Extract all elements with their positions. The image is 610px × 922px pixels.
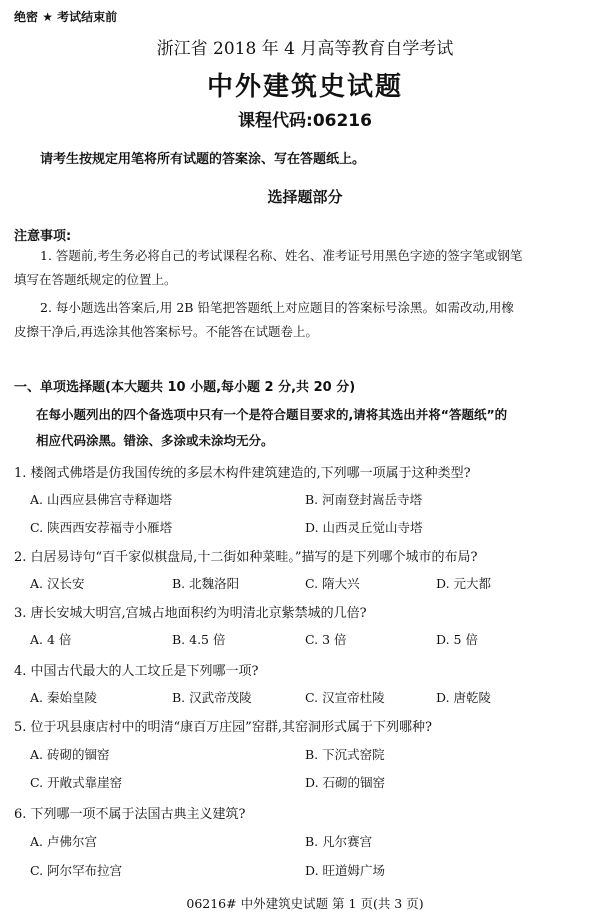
q2-option-b: B. 北魏洛阳	[172, 576, 240, 591]
q3-option-b: B. 4.5 倍	[172, 632, 226, 647]
q3-option-c: C. 3 倍	[305, 632, 347, 647]
question-1: 1. 楼阁式佛塔是仿我国传统的多层木构件建筑建造的,下列哪一项属于这种类型?	[14, 466, 471, 481]
q1-option-b: B. 河南登封嵩岳寺塔	[305, 492, 423, 507]
q3-option-d: D. 5 倍	[436, 632, 478, 647]
note-2-line2: 皮擦干净后,再选涂其他答案标号。不能答在试题卷上。	[14, 324, 318, 339]
q5-option-c: C. 开敞式靠崖窑	[30, 775, 123, 790]
question-5: 5. 位于巩县康店村中的明清“康百万庄园”窑群,其窑洞形式属于下列哪种?	[14, 720, 432, 735]
note-1-line2: 填写在答题纸规定的位置上。	[14, 272, 177, 287]
q6-option-d: D. 旺道姆广场	[305, 863, 386, 878]
note-1-line1: 1. 答题前,考生务必将自己的考试课程名称、姓名、准考证号用黑色字迹的签字笔或钢笔	[40, 248, 523, 263]
q4-option-c: C. 汉宣帝杜陵	[305, 690, 385, 705]
question-4: 4. 中国古代最大的人工坟丘是下列哪一项?	[14, 664, 259, 679]
q5-option-b: B. 下沉式窑院	[305, 747, 385, 762]
question-3: 3. 唐长安城大明宫,宫城占地面积约为明清北京紫禁城的几倍?	[14, 606, 367, 621]
note-2-line1: 2. 每小题选出答案后,用 2B 铅笔把答题纸上对应题目的答案标号涂黑。如需改动,用橡	[40, 300, 514, 315]
confidential-label	[14, 8, 117, 25]
q4-option-b: B. 汉武帝茂陵	[172, 690, 252, 705]
secret-text: 考试结束前	[57, 10, 118, 24]
subject-title: 中外建筑史试题	[206, 72, 403, 102]
q4-option-d: D. 唐乾陵	[436, 690, 492, 705]
question-2: 2. 白居易诗句“百千家似棋盘局,十二街如种菜畦。”描写的是下列哪个城市的布局?	[14, 550, 478, 565]
q1-option-c: C. 陕西西安荐福寺小雁塔	[30, 520, 173, 535]
secret-label: 绝密	[14, 10, 39, 24]
course-code: 课程代码:06216	[238, 111, 372, 131]
star-icon: ★	[42, 10, 53, 24]
note-item-2	[14, 296, 596, 344]
q5-option-d: D. 石砌的锢窑	[305, 775, 386, 790]
q4-option-a: A. 秦始皇陵	[30, 690, 97, 705]
exam-title: 浙江省 2018 年 4 月高等教育自学考试	[156, 39, 454, 59]
page-footer: 06216# 中外建筑史试题 第 1 页(共 3 页)	[186, 896, 424, 911]
q3-option-a: A. 4 倍	[30, 632, 72, 647]
q2-option-a: A. 汉长安	[30, 576, 85, 591]
q6-option-a: A. 卢佛尔宫	[30, 834, 97, 849]
q6-option-c: C. 阿尔罕布拉宫	[30, 863, 123, 878]
q2-option-c: C. 隋大兴	[305, 576, 360, 591]
note-item-1	[14, 244, 596, 292]
top-instruction: 请考生按规定用笔将所有试题的答案涂、写在答题纸上。	[40, 152, 366, 167]
q1-option-d: D. 山西灵丘觉山寺塔	[305, 520, 423, 535]
section-title: 选择题部分	[267, 188, 343, 206]
question-6: 6. 下列哪一项不属于法国古典主义建筑?	[14, 807, 246, 822]
part-one-desc-line1: 在每小题列出的四个备选项中只有一个是符合题目要求的,请将其选出并将“答题纸”的	[36, 407, 508, 422]
notes-heading: 注意事项:	[14, 229, 72, 244]
part-one-desc-line2: 相应代码涂黑。错涂、多涂或未涂均无分。	[36, 433, 274, 448]
q6-option-b: B. 凡尔赛宫	[305, 834, 373, 849]
q2-option-d: D. 元大都	[436, 576, 492, 591]
q5-option-a: A. 砖砌的锢窑	[30, 747, 110, 762]
part-one-heading: 一、单项选择题(本大题共 10 小题,每小题 2 分,共 20 分)	[14, 380, 356, 395]
q1-option-a: A. 山西应县佛宫寺释迦塔	[30, 492, 172, 507]
part-one-description	[36, 402, 601, 454]
